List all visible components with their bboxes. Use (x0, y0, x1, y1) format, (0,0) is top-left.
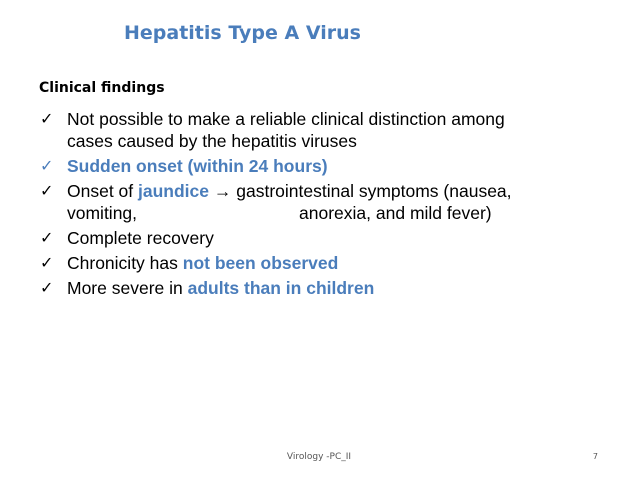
bullet-item-severity (40, 277, 620, 299)
bullet-text-highlight: adults than in children (187, 278, 375, 298)
bullet-text: Complete recovery (67, 228, 214, 248)
check-icon: ✓ (40, 181, 54, 200)
bullet-text-highlight: not been observed (182, 253, 339, 273)
bullet-text-highlight: jaundice (138, 181, 210, 201)
bullet-text: anorexia, and mild fever) (299, 203, 492, 223)
slide-footer: Virology -PC_II (286, 452, 352, 462)
bullet-text: Chronicity has (67, 253, 183, 273)
bullet-text: Not possible to make a reliable clinical distinction among (67, 109, 505, 129)
bullet-text: More severe in (67, 278, 188, 298)
bullet-text: cases caused by the hepatitis viruses (67, 131, 357, 151)
bullet-text: gastrointestinal symptoms (nausea, (236, 181, 512, 201)
bullet-text: Onset of (67, 181, 139, 201)
bullet-item-jaundice (40, 180, 620, 224)
bullet-item-chronicity (40, 252, 620, 274)
bullet-item-recovery (40, 227, 620, 249)
page-number: 7 (592, 452, 598, 461)
check-icon: ✓ (40, 109, 54, 128)
bullet-text: vomiting, (67, 203, 138, 223)
check-icon: ✓ (40, 278, 54, 297)
bullet-item-distinction (40, 108, 620, 152)
arrow-icon: → (209, 181, 237, 201)
check-icon: ✓ (40, 156, 54, 175)
bullet-item-sudden-onset (40, 155, 620, 177)
section-subheading: Clinical findings (39, 80, 165, 96)
check-icon: ✓ (40, 253, 54, 272)
slide-title: Hepatitis Type A Virus (124, 22, 361, 44)
bullet-list (40, 108, 620, 302)
check-icon: ✓ (40, 228, 54, 247)
bullet-text-highlight: Sudden onset (within 24 hours) (67, 156, 328, 176)
